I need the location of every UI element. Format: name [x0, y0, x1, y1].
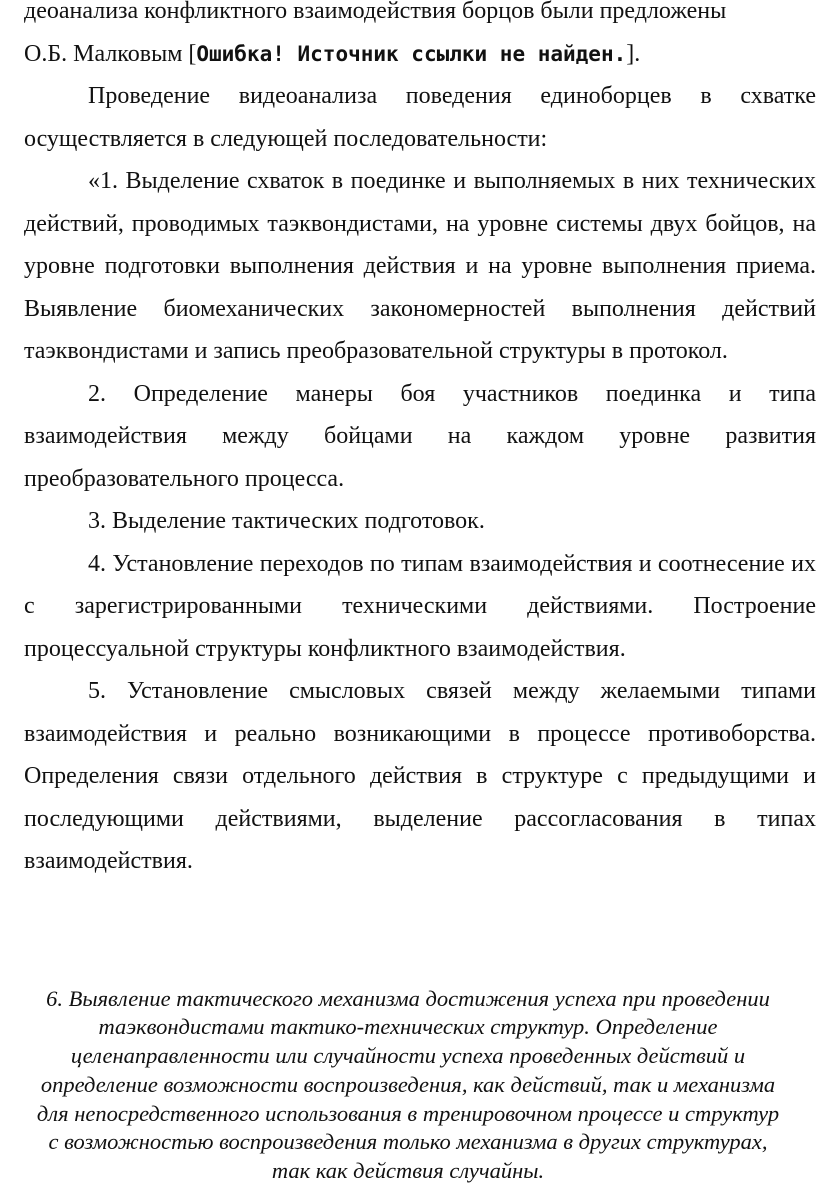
intro-suffix: ].: [626, 41, 640, 67]
list-item-6-italic: 6. Выявление тактического механизма достижения успеха при проведении таэквондистами тактико-технических структур. Определение целенаправленности или случайности успеха проведенных действий и определение возможности воспроизведения, как действий, так и механизма для непосредственного использования в тренировочном процессе и структур с возможностью воспроизведения только механизма в других структурах, так как действия случайны.: [30, 985, 786, 1186]
list-item-3: 3. Выделение тактических подготовок.: [24, 500, 816, 543]
list-item-1: «1. Выделение схваток в поединке и выполняемых в них технических действий, проводимых таэквондистами, на уровне системы двух бойцов, на уровне подготовки выполнения действия и на уровне выполнения приема. Выявление биомеханических закономерностей выполнения действий таэквондистами и запись преобразовательной структуры в протокол.: [24, 160, 816, 373]
intro-line-2: [24, 33, 816, 76]
list-item-5: 5. Установление смысловых связей между желаемыми типами взаимодействия и реально возникающими в процессе противоборства. Определения связи отдельного действия в структуре с предыдущими и последующими действиями, выделение рассогласования в типах взаимодействия.: [24, 670, 816, 883]
error-reference: Ошибка! Источник ссылки не найден.: [196, 42, 626, 66]
intro-line-1: деоанализа конфликтного взаимодействия борцов были предложены: [24, 0, 816, 33]
intro-prefix: О.Б. Малковым [: [24, 41, 196, 67]
list-item-2: 2. Определение манеры боя участников поединка и типа взаимодействия между бойцами на каждом уровне развития преобразовательного процесса.: [24, 373, 816, 501]
main-text-block: [24, 0, 816, 883]
paragraph-procedure: Проведение видеоанализа поведения единоборцев в схватке осуществляется в следующей последовательности:: [24, 75, 816, 160]
list-item-4: 4. Установление переходов по типам взаимодействия и соотнесение их с зарегистрированными техническими действиями. Построение процессуальной структуры конфликтного взаимодействия.: [24, 543, 816, 671]
